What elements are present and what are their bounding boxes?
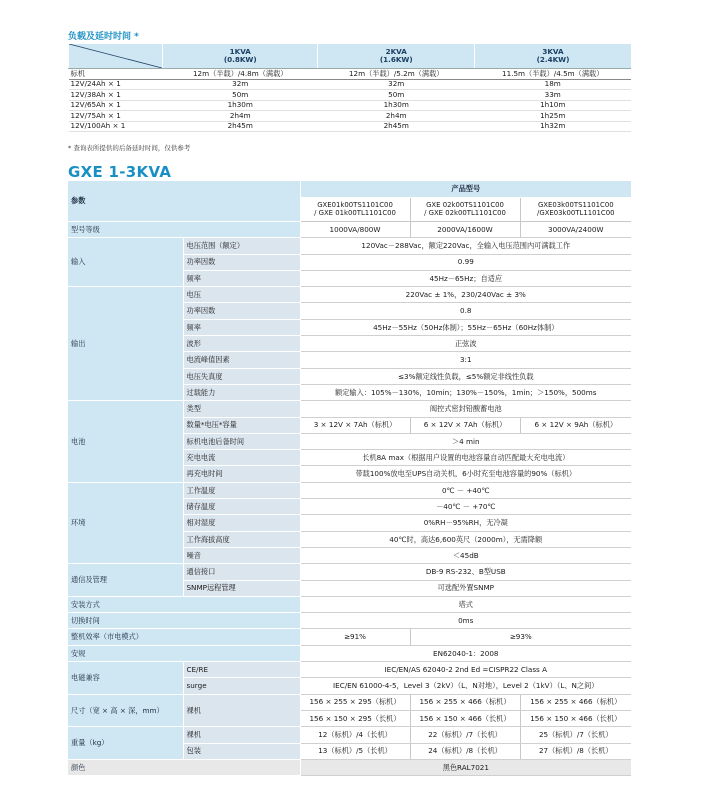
sub-label: 频率 (183, 319, 300, 335)
cell: 12m（半载）/4.8m（满载） (163, 69, 318, 80)
sub-label: 工作海拔高度 (183, 531, 300, 547)
category-color: 颜色 (68, 759, 300, 775)
sub-label: CE/RE (183, 662, 300, 678)
cell: 18m (474, 79, 631, 90)
spec-value: 0℃ － +40℃ (300, 482, 631, 498)
spec-row (68, 759, 631, 775)
cell: 2h4m (163, 111, 318, 122)
spec-value: IEC/EN 61000-4-5，Level 3（2kV）（L、N对地），Level 2（1kV）（L、N之间） (300, 678, 631, 694)
spec-row (68, 596, 631, 612)
cell: 32m (318, 79, 474, 90)
category-weight: 重量（kg） (68, 727, 183, 760)
backup-header-row (69, 44, 632, 69)
cell: 50m (318, 90, 474, 101)
spec-value: 6 × 12V × 7Ah（标机） (410, 417, 520, 433)
spec-value: 6 × 12V × 9Ah（标机） (520, 417, 631, 433)
spec-value: 13（标机）/5（长机） (300, 743, 410, 759)
col-2kva: 2KVA (1.6KW) (318, 44, 474, 69)
spec-header-row (68, 181, 631, 197)
cell: 1h10m (474, 100, 631, 111)
sub-label: 再充电时间 (183, 466, 300, 482)
param-label: 参数 (68, 181, 300, 222)
sub-label: 噪音 (183, 547, 300, 563)
table-row (69, 90, 632, 101)
spec-value: 156 × 255 × 466（标机） (520, 694, 631, 710)
diagonal-line (69, 44, 162, 68)
row-label: 标机 (69, 69, 163, 80)
sub-label: 充电电流 (183, 450, 300, 466)
cell: 1h30m (318, 100, 474, 111)
spec-value: 带载100%放电至UPS自动关机，6小时充至电池容量的90%（标机） (300, 466, 631, 482)
sub-label: 裸机 (183, 694, 300, 727)
cell: 1h25m (474, 111, 631, 122)
cell: 2h4m (318, 111, 474, 122)
category-efficiency: 整机效率（市电模式） (68, 629, 300, 645)
model-3kva: GXE03k00TS1101C00 /GXE03k00TL1101C00 (520, 197, 631, 221)
cell: 12m（半载）/5.2m（满载） (318, 69, 474, 80)
model-2kva: GXE 02k00TS1101C00 / GXE 02k00TL1101C00 (410, 197, 520, 221)
spec-value: IEC/EN/AS 62040-2 2nd Ed =CISPR22 Class A (300, 662, 631, 678)
spec-value: 156 × 255 × 466（标机） (410, 694, 520, 710)
sub-label: 电压失真度 (183, 368, 300, 384)
spec-row (68, 238, 631, 254)
spec-value: 阀控式密封铅酸蓄电池 (300, 401, 631, 417)
row-label: 12V/65Ah × 1 (69, 100, 163, 111)
spec-row (68, 564, 631, 580)
sub-label: 工作温度 (183, 482, 300, 498)
grade-label: 型号等级 (68, 222, 300, 238)
col-1kva: 1KVA (0.8KW) (163, 44, 318, 69)
category-output: 输出 (68, 287, 183, 401)
spec-value: 120Vac－288Vac，额定220Vac，全输入电压范围内可满载工作 (300, 238, 631, 254)
sub-label: 电压 (183, 287, 300, 303)
grade-value: 2000VA/1600W (410, 222, 520, 238)
diagonal-header-cell (69, 44, 163, 69)
table-row (69, 79, 632, 90)
spec-value: 220Vac ± 1%，230/240Vac ± 3% (300, 287, 631, 303)
category-communication: 通信及管理 (68, 564, 183, 597)
spec-value: 156 × 255 × 295（标机） (300, 694, 410, 710)
sub-label: 裸机 (183, 727, 300, 743)
spec-value: ＞4 min (300, 433, 631, 449)
spec-value: 塔式 (300, 596, 631, 612)
backup-time-table (68, 44, 631, 132)
cell: 1h32m (474, 121, 631, 132)
table-row (69, 121, 632, 132)
cell: 2h45m (163, 121, 318, 132)
cell: 2h45m (318, 121, 474, 132)
category-emc: 电磁兼容 (68, 662, 183, 695)
cell: 50m (163, 90, 318, 101)
row-label: 12V/38Ah × 1 (69, 90, 163, 101)
row-label: 12V/75Ah × 1 (69, 111, 163, 122)
spec-value: 长机8A max（根据用户设置的电池容量自动匹配最大充电电流） (300, 450, 631, 466)
spec-value: 156 × 150 × 466（长机） (410, 710, 520, 726)
cell: 1h30m (163, 100, 318, 111)
category-safety: 安规 (68, 645, 300, 661)
spec-value: 可选配外置SNMP (300, 580, 631, 596)
spec-value: 25（标机）/7（长机） (520, 727, 631, 743)
spec-value: 黑色RAL7021 (300, 759, 631, 775)
sub-label: 电压范围（额定） (183, 238, 300, 254)
spec-row (68, 287, 631, 303)
sub-label: 频率 (183, 270, 300, 286)
sub-label: 包装 (183, 743, 300, 759)
spec-value: 0ms (300, 613, 631, 629)
sub-label: 功率因数 (183, 303, 300, 319)
grade-value: 3000VA/2400W (520, 222, 631, 238)
spec-value: DB-9 RS-232、B型USB (300, 564, 631, 580)
spec-row (68, 662, 631, 678)
category-battery: 电池 (68, 401, 183, 482)
sub-label: 类型 (183, 401, 300, 417)
spec-value: ≥93% (410, 629, 631, 645)
spec-row (68, 629, 631, 645)
sub-label: 数量*电压*容量 (183, 417, 300, 433)
category-switch-time: 切换时间 (68, 613, 300, 629)
category-environment: 环境 (68, 482, 183, 563)
table-row (69, 111, 632, 122)
spec-row (68, 482, 631, 498)
sub-label: SNMP远程管理 (183, 580, 300, 596)
spec-row (68, 401, 631, 417)
col-3kva: 3KVA (2.4KW) (474, 44, 631, 69)
sub-label: 功率因数 (183, 254, 300, 270)
spec-value: 0.99 (300, 254, 631, 270)
product-model-label: 产品型号 (300, 181, 631, 197)
spec-value: 0%RH－95%RH，无冷凝 (300, 515, 631, 531)
row-label: 12V/24Ah × 1 (69, 79, 163, 90)
backup-note: * 查询表所提供的后备延时时间，仅供参考 (68, 144, 191, 152)
sub-label: 储存温度 (183, 499, 300, 515)
cell: 32m (163, 79, 318, 90)
category-install: 安装方式 (68, 596, 300, 612)
cell: 33m (474, 90, 631, 101)
spec-value: 0.8 (300, 303, 631, 319)
sub-label: 标机电池后备时间 (183, 433, 300, 449)
spec-row (68, 645, 631, 661)
category-size: 尺寸（宽 × 高 × 深，mm） (68, 694, 183, 727)
spec-value: 156 × 150 × 295（长机） (300, 710, 410, 726)
spec-row (68, 613, 631, 629)
backup-section-title: 负载及延时时间 * (68, 32, 139, 42)
spec-table (68, 181, 631, 776)
spec-value: ≥91% (300, 629, 410, 645)
spec-value: EN62040-1：2008 (300, 645, 631, 661)
spec-value: 正弦波 (300, 336, 631, 352)
spec-value: 24（标机）/8（长机） (410, 743, 520, 759)
table-row (69, 100, 632, 111)
spec-row (68, 727, 631, 743)
sub-label: 相对湿度 (183, 515, 300, 531)
spec-value: 3:1 (300, 352, 631, 368)
sub-label: 电流峰值因素 (183, 352, 300, 368)
category-input: 输入 (68, 238, 183, 287)
page-title: GXE 1-3KVA (68, 163, 172, 181)
table-row (69, 69, 632, 80)
spec-value: 40℃时，高达6,600英尺（2000m），无需降额 (300, 531, 631, 547)
sub-label: surge (183, 678, 300, 694)
spec-value: ＜45dB (300, 547, 631, 563)
sub-label: 通信接口 (183, 564, 300, 580)
spec-value: 45Hz－65Hz；自适应 (300, 270, 631, 286)
grade-value: 1000VA/800W (300, 222, 410, 238)
spec-value: 27（标机）/8（长机） (520, 743, 631, 759)
cell: 11.5m（半载）/4.5m（满载） (474, 69, 631, 80)
spec-value: 3 × 12V × 7Ah（标机） (300, 417, 410, 433)
spec-value: 22（标机）/7（长机） (410, 727, 520, 743)
spec-value: 156 × 150 × 466（长机） (520, 710, 631, 726)
spec-row (68, 694, 631, 710)
sub-label: 过载能力 (183, 384, 300, 400)
grade-row (68, 222, 631, 238)
spec-value: 额定输入：105%－130%，10min；130%－150%，1min；＞150%，500ms (300, 384, 631, 400)
row-label: 12V/100Ah × 1 (69, 121, 163, 132)
spec-value: 12（标机）/4（长机） (300, 727, 410, 743)
model-1kva: GXE01k00TS1101C00 / GXE 01k00TL1101C00 (300, 197, 410, 221)
spec-value: －40℃ － +70℃ (300, 499, 631, 515)
sub-label: 波形 (183, 336, 300, 352)
spec-value: 45Hz－55Hz（50Hz体制）；55Hz－65Hz（60Hz体制） (300, 319, 631, 335)
spec-value: ≤3%额定线性负载，≤5%额定非线性负载 (300, 368, 631, 384)
